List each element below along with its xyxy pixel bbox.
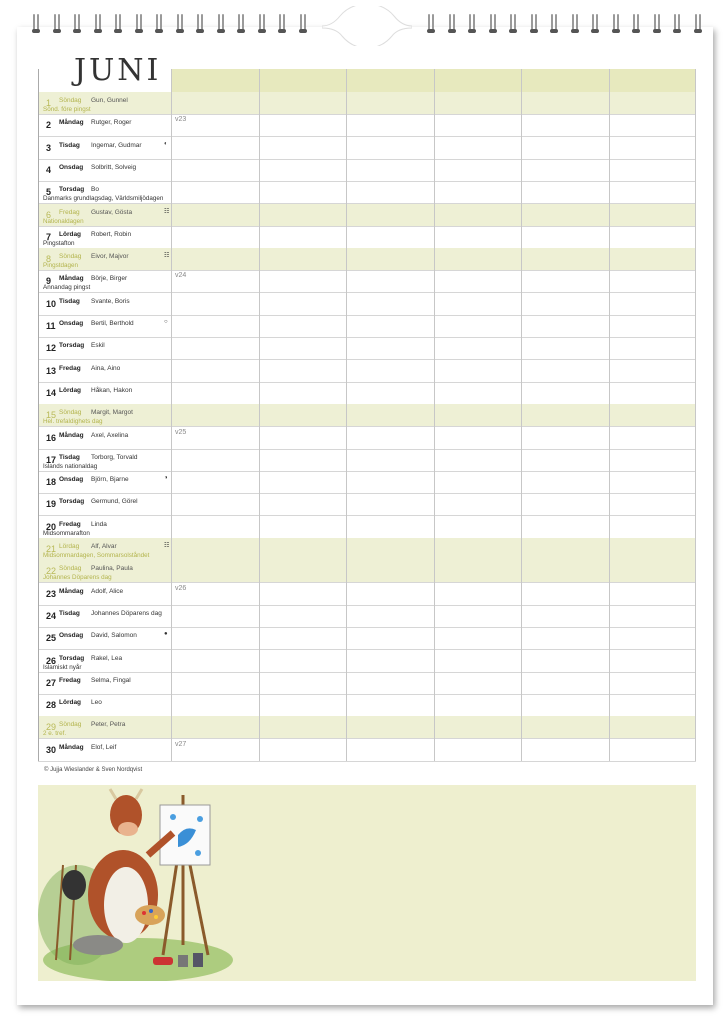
holiday-label: Islands nationaldag xyxy=(43,462,98,470)
name-day: Bertil, Berthold xyxy=(91,320,134,327)
weekday-name: Måndag xyxy=(59,431,84,439)
column-header[interactable] xyxy=(346,69,434,92)
holiday-label: Danmarks grundlagsdag, Världsmiljödagen xyxy=(43,195,164,203)
moon-phase-icon: ☷ xyxy=(164,253,170,260)
weekday-name: Onsdag xyxy=(59,476,84,484)
moon-phase-icon: ○ xyxy=(164,319,168,325)
weekday-name: Onsdag xyxy=(59,320,84,327)
grid-line xyxy=(609,69,610,761)
day-number: 28 xyxy=(46,700,57,711)
name-day: Eivor, Majvor xyxy=(91,253,129,261)
grid-line xyxy=(521,69,522,761)
binding-ring xyxy=(572,14,578,34)
binding-ring xyxy=(613,14,619,34)
day-number: 29 xyxy=(46,722,57,733)
moon-phase-icon: ● xyxy=(164,631,168,638)
day-row[interactable] xyxy=(38,337,696,360)
binding-ring xyxy=(654,14,660,34)
name-day: Robert, Robin xyxy=(91,230,132,238)
week-number: v27 xyxy=(175,740,187,748)
weekday-name: Fredag xyxy=(59,208,80,216)
holiday-label: Midsommardagen, Sommarsolståndet xyxy=(43,552,150,559)
holiday-label: Midsommarafton xyxy=(43,529,90,537)
weekday-name: Måndag xyxy=(59,587,84,595)
week-number: v25 xyxy=(175,428,187,436)
weekday-name: Lördag xyxy=(59,230,82,238)
name-day: Selma, Fingal xyxy=(91,676,131,684)
day-number: 12 xyxy=(46,343,57,354)
name-day: Margit, Margot xyxy=(91,409,133,417)
day-number: 2 xyxy=(46,120,52,131)
name-day: Bo xyxy=(91,186,99,194)
day-row[interactable] xyxy=(38,716,696,739)
name-day: Eskil xyxy=(91,342,105,350)
day-number: 7 xyxy=(46,231,52,242)
hanger-hook xyxy=(322,6,412,46)
binding-ring xyxy=(54,14,60,34)
weekday-name: Tisdag xyxy=(59,609,80,617)
name-day: Svante, Boris xyxy=(91,297,130,305)
day-row[interactable] xyxy=(38,471,696,494)
day-number: 18 xyxy=(46,477,57,488)
week-number: v24 xyxy=(175,272,187,280)
week-number: v26 xyxy=(175,584,187,592)
weekday-name: Måndag xyxy=(59,119,84,127)
name-day: Aina, Aino xyxy=(91,364,121,372)
moon-phase-icon: ☷ xyxy=(164,543,170,549)
column-header[interactable] xyxy=(171,69,259,92)
name-day: Torborg, Torvald xyxy=(91,453,138,461)
day-number: 4 xyxy=(46,164,52,175)
week-number: v23 xyxy=(175,116,187,124)
binding-ring xyxy=(197,14,203,34)
day-number: 1 xyxy=(46,98,52,108)
weekday-name: Fredag xyxy=(59,676,81,684)
day-number: 3 xyxy=(46,142,52,153)
day-row[interactable] xyxy=(38,270,696,293)
notes-area[interactable] xyxy=(38,785,696,981)
column-header[interactable] xyxy=(521,69,609,92)
day-number: 24 xyxy=(46,610,57,621)
name-day: Axel, Axelina xyxy=(91,431,129,439)
binding-ring xyxy=(490,14,496,34)
day-number: 27 xyxy=(46,677,57,688)
weekday-name: Lördag xyxy=(59,699,82,707)
column-header[interactable] xyxy=(609,69,697,92)
day-row[interactable] xyxy=(38,627,696,650)
day-number: 10 xyxy=(46,298,57,309)
weekday-name: Tisdag xyxy=(59,453,80,461)
name-day: Johannes Döparens dag xyxy=(91,609,162,617)
binding-ring xyxy=(551,14,557,34)
day-row[interactable] xyxy=(38,538,696,561)
day-row[interactable] xyxy=(38,694,696,717)
binding-ring xyxy=(115,14,121,34)
day-row[interactable] xyxy=(38,427,696,450)
day-row[interactable] xyxy=(38,315,696,338)
binding-ring xyxy=(510,14,516,34)
holiday-label: Pingstdagen xyxy=(43,262,79,270)
name-day: Adolf, Alice xyxy=(91,587,124,595)
binding-ring xyxy=(156,14,162,34)
name-day: Rutger, Roger xyxy=(91,119,132,127)
day-row[interactable] xyxy=(38,493,696,516)
day-row[interactable] xyxy=(38,92,696,115)
binding-ring xyxy=(33,14,39,34)
name-day: Rakel, Lea xyxy=(91,654,123,662)
name-day: Germund, Görel xyxy=(91,498,138,506)
day-number: 5 xyxy=(46,187,52,198)
binding-ring xyxy=(449,14,455,34)
name-day: Alf, Alvar xyxy=(91,543,117,550)
holiday-label: Johannes Döparens dag xyxy=(43,574,112,582)
grid-line xyxy=(38,69,39,761)
weekday-name: Söndag xyxy=(59,721,82,729)
day-row[interactable] xyxy=(38,560,696,583)
day-number: 6 xyxy=(46,209,52,220)
binding-ring xyxy=(592,14,598,34)
day-number: 16 xyxy=(46,432,57,443)
weekday-name: Torsdag xyxy=(59,654,85,662)
binding-ring xyxy=(74,14,80,34)
weekday-name: Måndag xyxy=(59,743,84,751)
day-row[interactable] xyxy=(38,650,696,673)
weekday-name: Måndag xyxy=(59,275,84,283)
name-day: Linda xyxy=(91,520,107,528)
day-number: 8 xyxy=(46,254,52,265)
month-title: JUNI xyxy=(74,53,162,88)
holiday-label: Hel. trefaldighets dag xyxy=(43,418,103,426)
weekday-name: Torsdag xyxy=(59,342,85,350)
weekday-name: Söndag xyxy=(59,253,82,261)
grid-line xyxy=(434,69,435,761)
weekday-name: Fredag xyxy=(59,520,81,528)
day-row[interactable] xyxy=(38,672,696,695)
day-number: 15 xyxy=(46,410,57,421)
name-day: Gustav, Gösta xyxy=(91,208,133,216)
day-number: 26 xyxy=(46,655,57,666)
weekday-name: Söndag xyxy=(59,565,82,573)
binding-ring xyxy=(428,14,434,34)
holiday-label: Pingstafton xyxy=(43,239,75,247)
column-header[interactable] xyxy=(434,69,522,92)
day-row[interactable] xyxy=(38,404,696,427)
binding-ring xyxy=(259,14,265,34)
name-day: Björn, Bjarne xyxy=(91,476,129,484)
binding-ring xyxy=(95,14,101,34)
day-number: 30 xyxy=(46,744,57,755)
binding-ring xyxy=(469,14,475,34)
binding-ring xyxy=(218,14,224,34)
day-number: 25 xyxy=(46,633,57,644)
day-number: 21 xyxy=(46,544,57,554)
calendar-grid xyxy=(38,69,696,762)
grid-line xyxy=(171,69,172,761)
day-number: 20 xyxy=(46,521,57,532)
weekday-name: Tisdag xyxy=(59,141,80,149)
day-row[interactable] xyxy=(38,516,696,539)
name-day: David, Salomon xyxy=(91,632,137,640)
day-row[interactable] xyxy=(38,583,696,606)
day-number: 19 xyxy=(46,499,57,510)
holiday-label: 2 e. tref. xyxy=(43,730,67,738)
name-day: Gun, Gunnel xyxy=(91,97,128,104)
weekday-name: Onsdag xyxy=(59,163,84,171)
weekday-name: Onsdag xyxy=(59,632,84,640)
illustration xyxy=(38,785,238,981)
weekday-name: Torsdag xyxy=(59,186,85,194)
day-row[interactable] xyxy=(38,605,696,628)
day-row[interactable] xyxy=(38,204,696,227)
day-row[interactable] xyxy=(38,739,696,762)
weekday-name: Lördag xyxy=(59,543,80,550)
day-row[interactable] xyxy=(38,360,696,383)
day-row[interactable] xyxy=(38,114,696,137)
binding-ring xyxy=(695,14,701,34)
binding-ring xyxy=(674,14,680,34)
grid-line xyxy=(346,69,347,761)
day-number: 11 xyxy=(46,321,56,331)
day-number: 13 xyxy=(46,365,57,376)
name-day: Solbritt, Solveig xyxy=(91,163,137,171)
weekday-name: Tisdag xyxy=(59,297,80,305)
column-header[interactable] xyxy=(259,69,347,92)
name-day: Elof, Leif xyxy=(91,743,117,751)
binding-ring xyxy=(136,14,142,34)
binding-ring xyxy=(177,14,183,34)
name-day: Håkan, Hakon xyxy=(91,386,133,394)
moon-phase-icon: ◑ xyxy=(164,475,168,482)
day-row[interactable] xyxy=(38,293,696,316)
moon-phase-icon: ☷ xyxy=(164,208,170,215)
name-day: Leo xyxy=(91,699,102,707)
day-number: 23 xyxy=(46,588,57,599)
binding-ring xyxy=(531,14,537,34)
day-number: 14 xyxy=(46,387,57,398)
weekday-name: Torsdag xyxy=(59,498,85,506)
grid-line xyxy=(259,69,260,761)
day-row[interactable] xyxy=(38,137,696,160)
holiday-label: Islamiskt nyår xyxy=(43,663,82,671)
day-row[interactable] xyxy=(38,159,696,182)
name-day: Peter, Petra xyxy=(91,721,126,729)
day-row[interactable] xyxy=(38,248,696,271)
holiday-label: Sönd. före pingst xyxy=(43,106,91,113)
copyright-text: © Jujja Wieslander & Sven Nordqvist xyxy=(44,767,143,773)
day-number: 17 xyxy=(46,454,57,465)
day-row[interactable] xyxy=(38,226,696,249)
moon-phase-icon: ◐ xyxy=(164,140,168,147)
binding-ring xyxy=(300,14,306,34)
day-number: 22 xyxy=(46,566,57,577)
day-row[interactable] xyxy=(38,382,696,405)
weekday-name: Söndag xyxy=(59,409,82,417)
binding-ring xyxy=(279,14,285,34)
grid-line xyxy=(695,69,696,761)
day-row[interactable] xyxy=(38,449,696,472)
weekday-name: Lördag xyxy=(59,386,82,394)
name-day: Börje, Birger xyxy=(91,275,128,283)
day-row[interactable] xyxy=(38,181,696,204)
holiday-label: Nationaldagen xyxy=(43,217,84,225)
name-day: Ingemar, Gudmar xyxy=(91,141,142,149)
weekday-name: Fredag xyxy=(59,364,81,372)
day-number: 9 xyxy=(46,276,52,287)
weekday-name: Söndag xyxy=(59,97,82,104)
name-day: Paulina, Paula xyxy=(91,565,133,573)
binding-ring xyxy=(633,14,639,34)
holiday-label: Annandag pingst xyxy=(43,284,91,292)
binding-ring xyxy=(238,14,244,34)
